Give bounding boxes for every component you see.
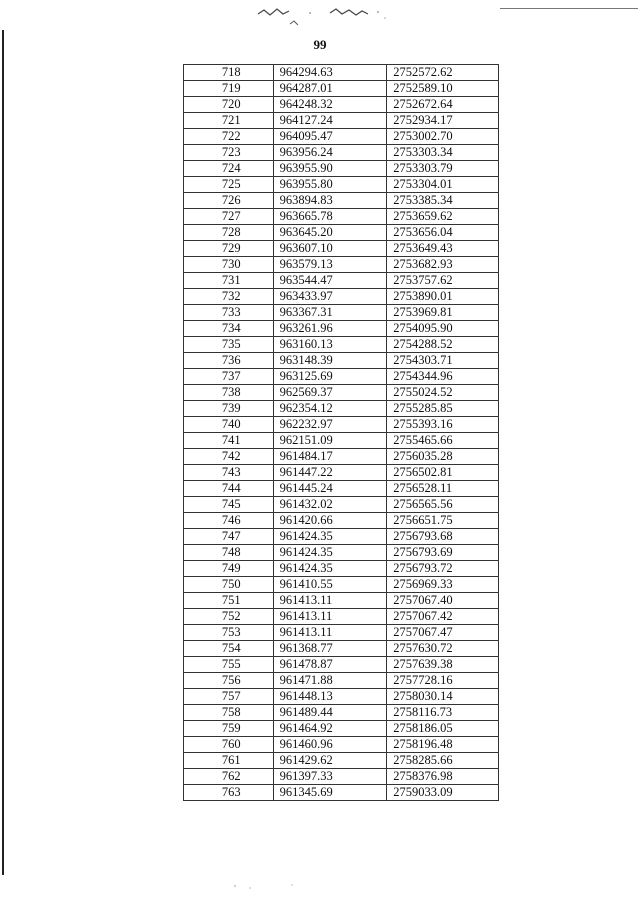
table-row	[184, 241, 499, 257]
x-coordinate-cell: 961368.77	[273, 641, 387, 657]
scan-speckles	[230, 882, 310, 892]
table-row	[184, 193, 499, 209]
y-coordinate-cell: 2753659.62	[387, 209, 499, 225]
table-row	[184, 513, 499, 529]
x-coordinate-cell: 963148.39	[273, 353, 387, 369]
table-row	[184, 321, 499, 337]
table-row	[184, 497, 499, 513]
y-coordinate-cell: 2753890.01	[387, 289, 499, 305]
y-coordinate-cell: 2759033.09	[387, 785, 499, 801]
table-row	[184, 481, 499, 497]
y-coordinate-cell: 2756793.69	[387, 545, 499, 561]
y-coordinate-cell: 2753649.43	[387, 241, 499, 257]
table-row	[184, 81, 499, 97]
point-number-cell: 750	[184, 577, 274, 593]
table-row	[184, 273, 499, 289]
x-coordinate-cell: 963894.83	[273, 193, 387, 209]
x-coordinate-cell: 964127.24	[273, 113, 387, 129]
table-row	[184, 161, 499, 177]
table-row	[184, 353, 499, 369]
x-coordinate-cell: 963955.80	[273, 177, 387, 193]
table-row	[184, 593, 499, 609]
x-coordinate-cell: 961413.11	[273, 625, 387, 641]
x-coordinate-cell: 963160.13	[273, 337, 387, 353]
x-coordinate-cell: 964287.01	[273, 81, 387, 97]
x-coordinate-cell: 962151.09	[273, 433, 387, 449]
point-number-cell: 742	[184, 449, 274, 465]
point-number-cell: 738	[184, 385, 274, 401]
table-row	[184, 113, 499, 129]
y-coordinate-cell: 2758196.48	[387, 737, 499, 753]
y-coordinate-cell: 2754095.90	[387, 321, 499, 337]
table-row	[184, 673, 499, 689]
point-number-cell: 722	[184, 129, 274, 145]
point-number-cell: 743	[184, 465, 274, 481]
x-coordinate-cell: 963956.24	[273, 145, 387, 161]
point-number-cell: 761	[184, 753, 274, 769]
y-coordinate-cell: 2753002.70	[387, 129, 499, 145]
table-row	[184, 433, 499, 449]
y-coordinate-cell: 2755285.85	[387, 401, 499, 417]
table-row	[184, 385, 499, 401]
x-coordinate-cell: 963645.20	[273, 225, 387, 241]
table-row	[184, 65, 499, 81]
coordinates-table-body	[184, 65, 499, 801]
y-coordinate-cell: 2753969.81	[387, 305, 499, 321]
table-row	[184, 145, 499, 161]
point-number-cell: 759	[184, 721, 274, 737]
point-number-cell: 748	[184, 545, 274, 561]
x-coordinate-cell: 961410.55	[273, 577, 387, 593]
point-number-cell: 737	[184, 369, 274, 385]
y-coordinate-cell: 2758376.98	[387, 769, 499, 785]
table-row	[184, 753, 499, 769]
table-row	[184, 369, 499, 385]
point-number-cell: 760	[184, 737, 274, 753]
scan-top-line	[500, 8, 638, 9]
table-row	[184, 401, 499, 417]
y-coordinate-cell: 2757067.47	[387, 625, 499, 641]
table-row	[184, 289, 499, 305]
scan-artifact-marks	[250, 4, 400, 34]
point-number-cell: 723	[184, 145, 274, 161]
x-coordinate-cell: 961432.02	[273, 497, 387, 513]
x-coordinate-cell: 961424.35	[273, 545, 387, 561]
point-number-cell: 756	[184, 673, 274, 689]
y-coordinate-cell: 2752934.17	[387, 113, 499, 129]
y-coordinate-cell: 2753303.79	[387, 161, 499, 177]
scan-edge-line	[2, 30, 4, 875]
page-number: 99	[313, 37, 327, 52]
x-coordinate-cell: 961429.62	[273, 753, 387, 769]
x-coordinate-cell: 961424.35	[273, 561, 387, 577]
x-coordinate-cell: 962354.12	[273, 401, 387, 417]
table-row	[184, 641, 499, 657]
y-coordinate-cell: 2756035.28	[387, 449, 499, 465]
y-coordinate-cell: 2754303.71	[387, 353, 499, 369]
point-number-cell: 728	[184, 225, 274, 241]
point-number-cell: 730	[184, 257, 274, 273]
point-number-cell: 739	[184, 401, 274, 417]
table-row	[184, 225, 499, 241]
coordinates-table	[183, 64, 499, 801]
table-row	[184, 689, 499, 705]
x-coordinate-cell: 961448.13	[273, 689, 387, 705]
y-coordinate-cell: 2758285.66	[387, 753, 499, 769]
x-coordinate-cell: 962569.37	[273, 385, 387, 401]
y-coordinate-cell: 2753757.62	[387, 273, 499, 289]
point-number-cell: 752	[184, 609, 274, 625]
point-number-cell: 745	[184, 497, 274, 513]
y-coordinate-cell: 2756565.56	[387, 497, 499, 513]
point-number-cell: 758	[184, 705, 274, 721]
point-number-cell: 735	[184, 337, 274, 353]
table-row	[184, 577, 499, 593]
table-row	[184, 625, 499, 641]
x-coordinate-cell: 963955.90	[273, 161, 387, 177]
table-row	[184, 465, 499, 481]
x-coordinate-cell: 961420.66	[273, 513, 387, 529]
point-number-cell: 740	[184, 417, 274, 433]
x-coordinate-cell: 963433.97	[273, 289, 387, 305]
x-coordinate-cell: 961489.44	[273, 705, 387, 721]
table-row	[184, 705, 499, 721]
table-row	[184, 97, 499, 113]
y-coordinate-cell: 2756793.68	[387, 529, 499, 545]
y-coordinate-cell: 2754344.96	[387, 369, 499, 385]
y-coordinate-cell: 2758116.73	[387, 705, 499, 721]
point-number-cell: 754	[184, 641, 274, 657]
point-number-cell: 731	[184, 273, 274, 289]
y-coordinate-cell: 2753385.34	[387, 193, 499, 209]
x-coordinate-cell: 961484.17	[273, 449, 387, 465]
table-row	[184, 177, 499, 193]
table-row	[184, 209, 499, 225]
x-coordinate-cell: 961447.22	[273, 465, 387, 481]
point-number-cell: 718	[184, 65, 274, 81]
x-coordinate-cell: 963261.96	[273, 321, 387, 337]
point-number-cell: 757	[184, 689, 274, 705]
point-number-cell: 736	[184, 353, 274, 369]
y-coordinate-cell: 2757067.42	[387, 609, 499, 625]
x-coordinate-cell: 961397.33	[273, 769, 387, 785]
y-coordinate-cell: 2753656.04	[387, 225, 499, 241]
x-coordinate-cell: 963607.10	[273, 241, 387, 257]
y-coordinate-cell: 2752572.62	[387, 65, 499, 81]
x-coordinate-cell: 963665.78	[273, 209, 387, 225]
point-number-cell: 726	[184, 193, 274, 209]
x-coordinate-cell: 961445.24	[273, 481, 387, 497]
y-coordinate-cell: 2758186.05	[387, 721, 499, 737]
y-coordinate-cell: 2752672.64	[387, 97, 499, 113]
table-row	[184, 449, 499, 465]
point-number-cell: 719	[184, 81, 274, 97]
y-coordinate-cell: 2757639.38	[387, 657, 499, 673]
table-row	[184, 769, 499, 785]
point-number-cell: 762	[184, 769, 274, 785]
table-row	[184, 417, 499, 433]
y-coordinate-cell: 2758030.14	[387, 689, 499, 705]
table-row	[184, 785, 499, 801]
y-coordinate-cell: 2753682.93	[387, 257, 499, 273]
table-row	[184, 657, 499, 673]
table-row	[184, 129, 499, 145]
table-row	[184, 529, 499, 545]
point-number-cell: 732	[184, 289, 274, 305]
table-row	[184, 545, 499, 561]
y-coordinate-cell: 2756651.75	[387, 513, 499, 529]
table-row	[184, 305, 499, 321]
y-coordinate-cell: 2753304.01	[387, 177, 499, 193]
point-number-cell: 746	[184, 513, 274, 529]
x-coordinate-cell: 961464.92	[273, 721, 387, 737]
table-row	[184, 257, 499, 273]
point-number-cell: 724	[184, 161, 274, 177]
point-number-cell: 725	[184, 177, 274, 193]
point-number-cell: 744	[184, 481, 274, 497]
point-number-cell: 763	[184, 785, 274, 801]
point-number-cell: 755	[184, 657, 274, 673]
point-number-cell: 729	[184, 241, 274, 257]
point-number-cell: 741	[184, 433, 274, 449]
point-number-cell: 727	[184, 209, 274, 225]
table-row	[184, 721, 499, 737]
x-coordinate-cell: 961460.96	[273, 737, 387, 753]
y-coordinate-cell: 2755393.16	[387, 417, 499, 433]
table-row	[184, 337, 499, 353]
x-coordinate-cell: 964095.47	[273, 129, 387, 145]
y-coordinate-cell: 2755465.66	[387, 433, 499, 449]
y-coordinate-cell: 2755024.52	[387, 385, 499, 401]
point-number-cell: 720	[184, 97, 274, 113]
x-coordinate-cell: 963125.69	[273, 369, 387, 385]
point-number-cell: 747	[184, 529, 274, 545]
y-coordinate-cell: 2752589.10	[387, 81, 499, 97]
point-number-cell: 733	[184, 305, 274, 321]
x-coordinate-cell: 961413.11	[273, 609, 387, 625]
y-coordinate-cell: 2756528.11	[387, 481, 499, 497]
x-coordinate-cell: 961413.11	[273, 593, 387, 609]
x-coordinate-cell: 964248.32	[273, 97, 387, 113]
x-coordinate-cell: 961478.87	[273, 657, 387, 673]
x-coordinate-cell: 962232.97	[273, 417, 387, 433]
y-coordinate-cell: 2753303.34	[387, 145, 499, 161]
x-coordinate-cell: 961471.88	[273, 673, 387, 689]
y-coordinate-cell: 2756793.72	[387, 561, 499, 577]
table-row	[184, 609, 499, 625]
x-coordinate-cell: 963367.31	[273, 305, 387, 321]
y-coordinate-cell: 2754288.52	[387, 337, 499, 353]
x-coordinate-cell: 964294.63	[273, 65, 387, 81]
y-coordinate-cell: 2757067.40	[387, 593, 499, 609]
point-number-cell: 751	[184, 593, 274, 609]
x-coordinate-cell: 963579.13	[273, 257, 387, 273]
point-number-cell: 749	[184, 561, 274, 577]
point-number-cell: 734	[184, 321, 274, 337]
x-coordinate-cell: 961345.69	[273, 785, 387, 801]
x-coordinate-cell: 963544.47	[273, 273, 387, 289]
point-number-cell: 753	[184, 625, 274, 641]
table-row	[184, 737, 499, 753]
x-coordinate-cell: 961424.35	[273, 529, 387, 545]
y-coordinate-cell: 2757630.72	[387, 641, 499, 657]
y-coordinate-cell: 2757728.16	[387, 673, 499, 689]
point-number-cell: 721	[184, 113, 274, 129]
y-coordinate-cell: 2756502.81	[387, 465, 499, 481]
y-coordinate-cell: 2756969.33	[387, 577, 499, 593]
table-row	[184, 561, 499, 577]
